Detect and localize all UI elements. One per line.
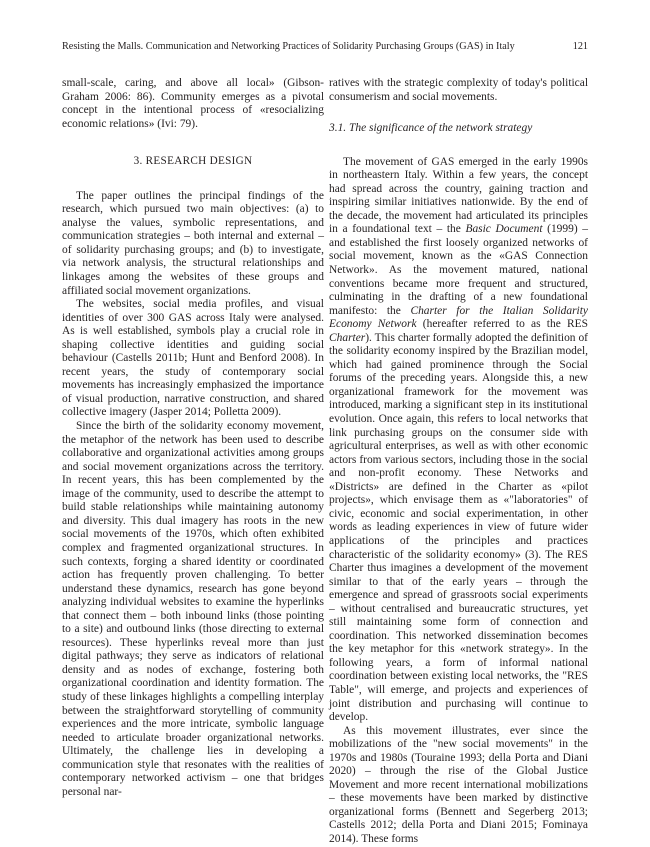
right-column (329, 77, 588, 847)
subsection-heading: 3.1. The significance of the network strategy (329, 122, 533, 135)
paragraph: The paper outlines the principal findings of the research, which pursued two main objectives: (a) to analyse the values, symbolic representations, and communication strategies – both internal and external – of solidarity purchasing groups; and (b) to investigate, via network analysis, the structural relationships and linkages among the websites of these groups and affiliated social movement organizations. (62, 189, 324, 297)
emphasis: Charter (329, 331, 366, 344)
paragraph-continuation: ratives with the strategic complexity of today's political consumerism and social movements. (329, 77, 588, 103)
emphasis: Basic Document (465, 223, 543, 236)
running-title: Resisting the Malls. Communication and Networking Practices of Solidarity Purchasing Groups (GAS) in Italy (62, 41, 515, 52)
page-number: 121 (572, 41, 588, 52)
paragraph-continuation: small-scale, caring, and above all local» (Gibson-Graham 2006: 86). Community emerges as a pivotal concept in the intentional process of «resocializing economic relations» (Ivi: 79). (62, 77, 324, 130)
paragraph: The movement of GAS emerged in the early 1990s in northeastern Italy. Within a few years, the concept had spread across the country, gaining traction and inspiring similar initiatives nationwide. By the end of the decade, the movement had articulated its principles in a foundational text – the Basic Document (1999) – and established the first loosely organized networks of social movement, known as the «GAS Connection Network». As the movement matured, national conventions became more frequent and structured, culminating in the drafting of a new foundational manifesto: the Charter for the Italian Solidarity Economy Network (hereafter referred to as the RES Charter). This charter formally adopted the definition of the solidarity economy inspired by the Brazilian model, which had gained prominence through the Social forums of the preceding years. Alongside this, a new organizational framework for the movement was introduced, marking a significant step in its institutional evolution. Once again, this refers to local networks that link purchasing groups on the consumer side with agricultural enterprises, as well as with other economic actors from various sectors, including those in the social and non-profit economy. These Networks and «Districts» are defined in the Charter as «pilot projects», which envisage them as «"laboratories" of civic, economic and social experimentation, in other words as leading experiences in view of future wider applications of the principles and practices characteristic of the solidarity economy» (3). The RES Charter thus imagines a development of the movement similar to that of the early years – through the emergence and spread of grassroots social experiments – without centralised and bureaucratic structures, yet still maintaining some form of connection and coordination. This networked dissemination becomes the key metaphor for this «network strategy». In the following years, a form of informal national coordination between existing local networks, the "RES Table", will emerge, and projects and experiences of joint distribution and purchasing will continue to develop. (329, 155, 589, 724)
section-heading: 3. RESEARCH DESIGN (133, 155, 253, 168)
paragraph: As this movement illustrates, ever since the mobilizations of the "new social movements" in the 1970s and 1980s (Touraine 1993; della Porta and Diani 2020) – through the rise of the Global Justice Movement and more recent international mobilizations – these movements have been marked by distinctive organizational forms (Bennett and Segerberg 2013; Castells 2012; della Porta and Diani 2015; Fominaya 2014). These forms (329, 724, 588, 845)
running-header (62, 40, 588, 56)
emphasis: Charter for the Italian Solidarity Economy Network (329, 304, 588, 331)
left-column (62, 77, 324, 799)
paragraph: Since the birth of the solidarity economy movement, the metaphor of the network has been used to describe collaborative and organizational activities among groups and social movement organizations across the territory. In recent years, this has been complemented by the image of the community, used to describe the attempt to build stable relationships while maintaining autonomy and diversity. This dual imagery has roots in the new social movements of the 1970s, which often exhibited complex and fragmented organizational structures. In such contexts, forging a shared identity or coordinated action has frequently proven challenging. To better understand these dynamics, research has gone beyond analyzing individual websites to examine the hyperlinks that connect them – both inbound links (those pointing to a site) and outbound links (those directing to external resources). These hyperlinks reveal more than just digital pathways; they serve as indicators of relational density and as nodes of exchange, fostering both organizational coordination and identity formation. The study of these linkages highlights a compelling interplay between the straightforward storytelling of community experiences and the more intricate, symbolic language needed to articulate broader organizational networks. Ultimately, the challenge lies in developing a communication style that resonates with the realities of contemporary networked activism – one that bridges personal nar- (62, 420, 324, 798)
paragraph: The websites, social media profiles, and visual identities of over 300 GAS across Italy were analysed. As is well established, symbols play a crucial role in shaping collective identities and guiding social behaviour (Castells 2011b; Hunt and Benford 2008). In recent years, the study of contemporary social movements has increasingly emphasized the importance of visual production, narrative construction, and shared collective imagery (Jasper 2014; Polletta 2009). (62, 298, 324, 419)
